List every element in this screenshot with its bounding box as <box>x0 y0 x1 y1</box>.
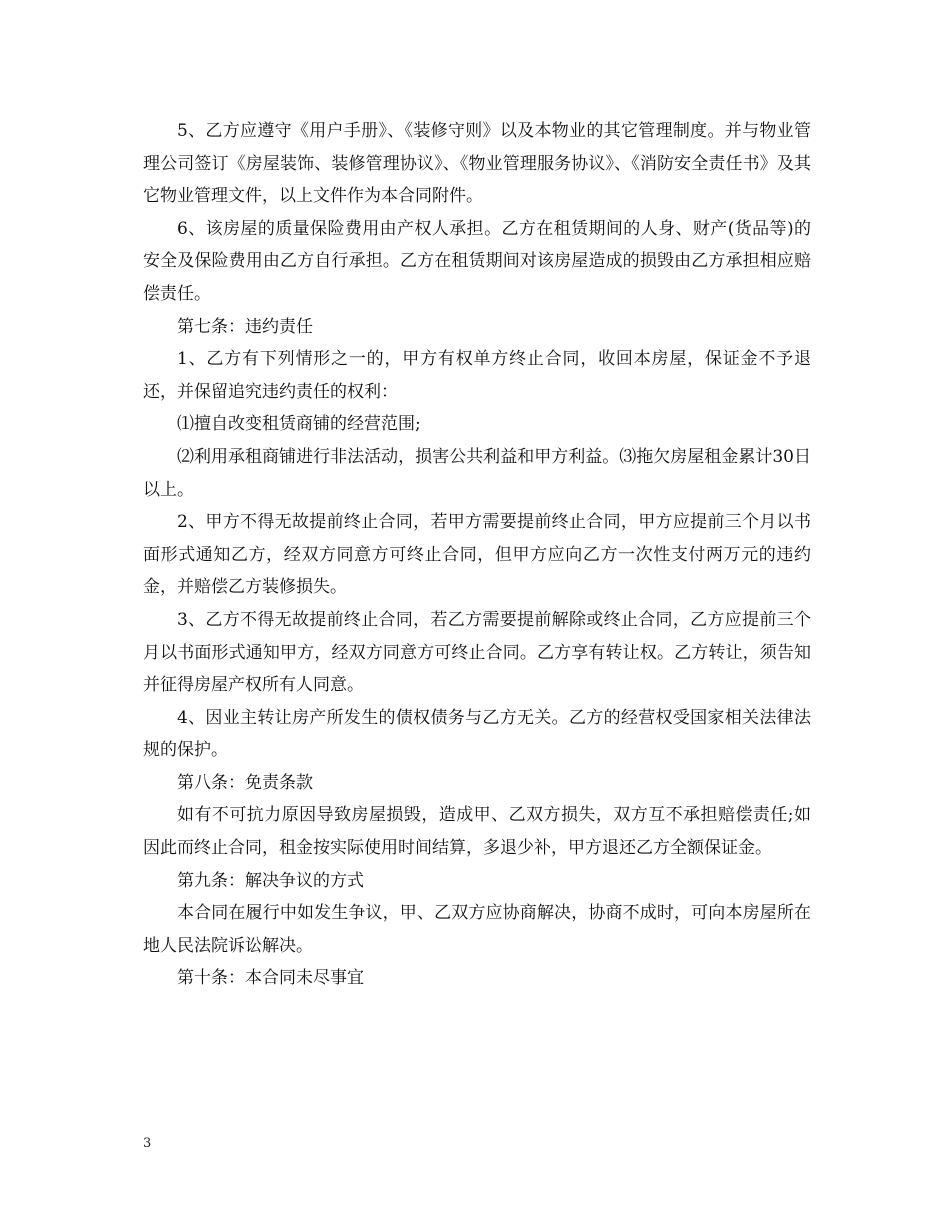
clause-5-paragraph: 5、乙方应遵守《用户手册》、《装修守则》以及本物业的其它管理制度。并与物业管理公司签订《房屋装饰、装修管理协议》、《物业管理服务协议》、《消防安全责任书》及其它物业管理文件，以上文件作为本合同附件。 <box>143 121 811 207</box>
article-8-body: 如有不可抗力原因导致房屋损毁，造成甲、乙双方损失，双方互不承担赔偿责任;如因此而终止合同，租金按实际使用时间结算，多退少补，甲方退还乙方全额保证金。 <box>143 805 811 859</box>
article-7-item-2-3: ⑵利用承租商铺进行非法活动，损害公共利益和甲方利益。⑶拖欠房屋租金累计30日以上。 <box>143 446 811 500</box>
article-9-body: 本合同在履行中如发生争议，甲、乙双方应协商解决，协商不成时，可向本房屋所在地人民法院诉讼解决。 <box>143 903 811 956</box>
article-9-heading: 第九条：解决争议的方式 <box>177 870 364 891</box>
clause-6-paragraph: 6、该房屋的质量保险费用由产权人承担。乙方在租赁期间的人身、财产(货品等)的安全及保险费用由乙方自行承担。乙方在租赁期间对该房屋造成的损毁由乙方承担相应赔偿责任。 <box>143 218 811 304</box>
article-8-heading: 第八条：免责条款 <box>177 772 313 793</box>
article-7-item-1: ⑴擅自改变租赁商铺的经营范围; <box>177 414 421 435</box>
article-7-clause-2: 2、甲方不得无故提前终止合同，若甲方需要提前终止合同，甲方应提前三个月以书面形式通知乙方，经双方同意方可终止合同，但甲方应向乙方一次性支付两万元的违约金，并赔偿乙方装修损失。 <box>143 512 811 598</box>
page-number: 3 <box>143 1136 152 1151</box>
document-body <box>143 115 811 995</box>
article-7-clause-3: 3、乙方不得无故提前终止合同，若乙方需要提前解除或终止合同，乙方应提前三个月以书面形式通知甲方，经双方同意方可终止合同。乙方享有转让权。乙方转让，须告知并征得房屋产权所有人同意。 <box>143 609 811 696</box>
article-7-clause-1: 1、乙方有下列情形之一的，甲方有权单方终止合同，收回本房屋，保证金不予退还，并保留追究违约责任的权利： <box>143 349 811 402</box>
article-7-heading: 第七条：违约责任 <box>177 316 313 337</box>
article-10-heading: 第十条：本合同未尽事宜 <box>177 968 364 989</box>
article-7-clause-4: 4、因业主转让房产所发生的债权债务与乙方无关。乙方的经营权受国家相关法律法规的保护。 <box>143 707 811 761</box>
